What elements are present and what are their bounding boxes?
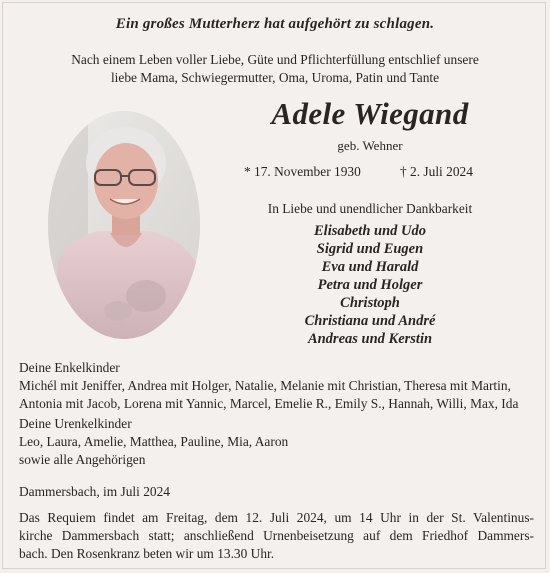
family-member: Christiana und André (304, 313, 436, 329)
mourners-intro: In Liebe und unendlicher Dankbarkeit (267, 201, 473, 216)
grandchildren-heading: Deine Enkelkinder (19, 360, 120, 375)
requiem-text (19, 509, 534, 563)
death-date: † 2. Juli 2024 (400, 164, 473, 179)
intro-line-2: liebe Mama, Schwiegermutter, Oma, Uroma, Patin und Tante (110, 70, 440, 85)
requiem-line-1: Das Requiem findet am Freitag, dem 12. Juli 2024, um 14 Uhr in der St. Valentinus- (19, 510, 534, 525)
birth-date: * 17. November 1930 (244, 164, 361, 179)
place-date: Dammersbach, im Juli 2024 (19, 484, 170, 499)
grandchildren-line-2: Antonia mit Jacob, Lorena mit Yannic, Marcel, Emelie R., Emily S., Hannah, Willi, Max, Ida (19, 396, 519, 411)
great-grandchildren-names: Leo, Laura, Amelie, Matthea, Pauline, Mia, Aaron (19, 434, 289, 449)
family-member: Eva und Harald (321, 259, 419, 275)
great-grandchildren-heading: Deine Urenkelkinder (19, 416, 132, 431)
requiem-line-2: kirche Dammersbach statt; anschließend Urnenbeisetzung auf dem Friedhof Dammers- (19, 528, 534, 543)
family-member: Sigrid und Eugen (316, 241, 424, 257)
grandchildren-section (19, 359, 534, 413)
requiem-line-3: bach. Den Rosenkranz beten wir um 13.30 Uhr. (19, 546, 275, 561)
headline: Ein großes Mutterherz hat aufgehört zu schlagen. (115, 16, 435, 32)
portrait-illustration (48, 111, 200, 339)
intro-line-1: Nach einem Leben voller Liebe, Güte und Pflichterfüllung entschlief unsere (71, 52, 479, 67)
family-member: Petra und Holger (317, 277, 423, 293)
portrait-photo (48, 111, 200, 339)
great-grandchildren-section (19, 415, 534, 451)
grandchildren-line-1: Michél mit Jeniffer, Andrea mit Holger, Natalie, Melanie mit Christian, Theresa mit Martin, (19, 378, 511, 393)
deceased-name: Adele Wiegand (271, 96, 469, 131)
relatives-line: sowie alle Angehörigen (19, 452, 146, 467)
family-member: Andreas und Kerstin (307, 331, 433, 347)
family-member: Christoph (340, 295, 400, 311)
family-member: Elisabeth und Udo (314, 223, 426, 239)
family-list (210, 222, 530, 348)
intro-text (40, 51, 510, 87)
birth-name: geb. Wehner (337, 138, 403, 153)
